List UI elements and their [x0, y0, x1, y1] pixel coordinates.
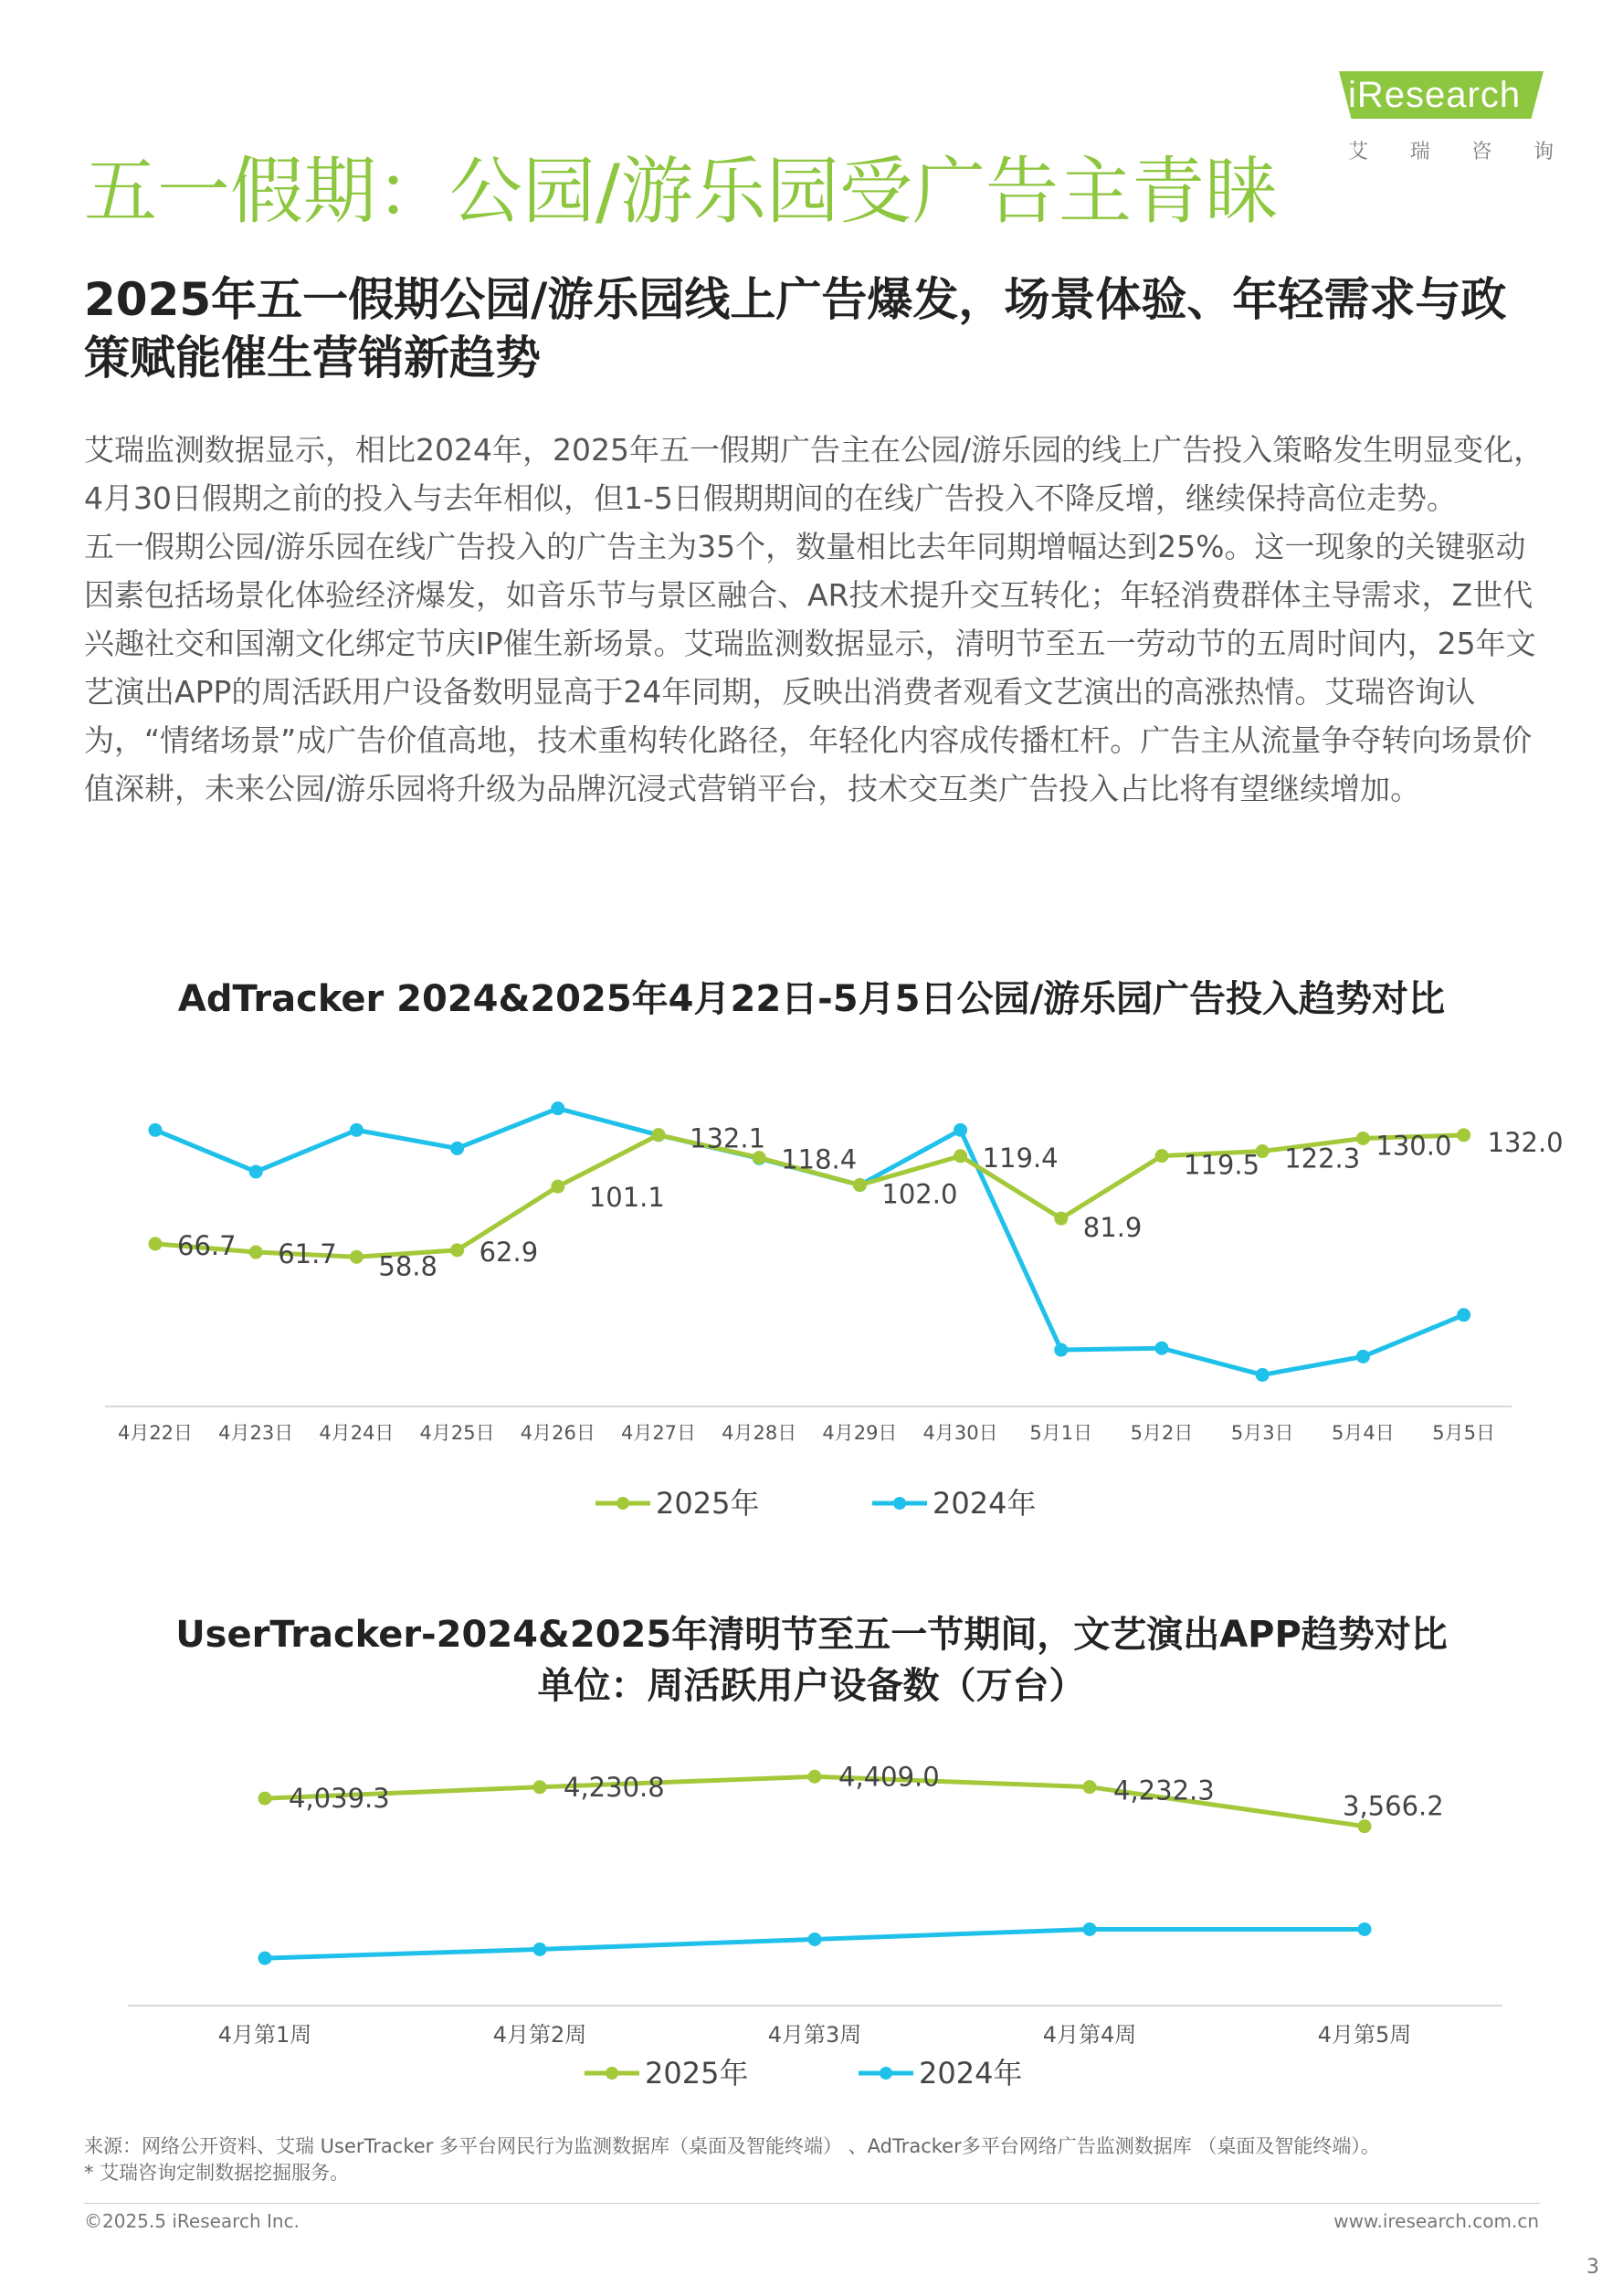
data-point-0 — [249, 1246, 263, 1259]
data-label: 101.1 — [588, 1182, 665, 1214]
data-point-1 — [533, 1943, 547, 1956]
legend-label: 2024年 — [933, 1486, 1037, 1521]
data-point-1 — [450, 1142, 464, 1155]
data-point-1 — [1054, 1343, 1068, 1357]
data-point-0 — [1054, 1212, 1068, 1226]
data-label: 3,566.2 — [1343, 1790, 1444, 1822]
legend-marker-1 — [880, 2067, 892, 2080]
copyright: ©2025.5 iResearch Inc. — [84, 2210, 300, 2232]
data-label: 122.3 — [1284, 1143, 1361, 1174]
x-tick-label: 5月1日 — [1029, 1422, 1093, 1444]
source-line-1: 来源：网络公开资料、艾瑞 UserTracker 多平台网民行为监测数据库（桌面及智能终端） 、AdTracker多平台网络广告监测数据库 （桌面及智能终端）。 — [84, 2135, 1380, 2157]
legend-label: 2024年 — [919, 2056, 1023, 2091]
data-point-1 — [258, 1952, 272, 1965]
legend-marker-0 — [606, 2067, 618, 2080]
data-label: 118.4 — [781, 1143, 858, 1175]
x-tick-label: 4月第4周 — [1042, 2022, 1137, 2048]
data-point-1 — [1256, 1368, 1270, 1382]
x-tick-label: 5月2日 — [1130, 1422, 1194, 1444]
data-label: 4,039.3 — [289, 1783, 390, 1815]
page-subtitle: 2025年五一假期公园/游乐园线上广告爆发，场景体验、年轻需求与政策赋能催生营销新趋势 — [84, 273, 1507, 384]
page-number: 3 — [1586, 2256, 1599, 2279]
data-point-0 — [1457, 1128, 1470, 1142]
chart1-title: AdTracker 2024&2025年4月22日-5月5日公园/游乐园广告投入趋势对比 — [177, 978, 1446, 1020]
data-label: 58.8 — [378, 1250, 437, 1282]
x-tick-label: 4月第5周 — [1317, 2022, 1412, 2048]
data-point-0 — [551, 1180, 564, 1194]
x-tick-label: 4月26日 — [520, 1422, 595, 1444]
source-line-2: * 艾瑞咨询定制数据挖掘服务。 — [84, 2162, 350, 2184]
data-point-1 — [149, 1123, 163, 1137]
x-tick-label: 4月23日 — [218, 1422, 294, 1444]
chart2-subtitle: 单位：周活跃用户设备数（万台） — [537, 1665, 1086, 1707]
iresearch-logo — [1339, 60, 1567, 170]
logo-sub-char: 瑞 — [1409, 141, 1430, 163]
data-point-0 — [808, 1770, 822, 1784]
x-tick-label: 4月27日 — [620, 1422, 697, 1444]
footer-divider — [84, 2203, 1540, 2204]
data-point-0 — [533, 1780, 547, 1794]
data-label: 132.1 — [690, 1122, 766, 1154]
data-label: 66.7 — [177, 1229, 237, 1261]
x-tick-label: 4月29日 — [822, 1422, 898, 1444]
data-point-1 — [954, 1123, 967, 1137]
legend-marker-1 — [893, 1497, 906, 1510]
data-label: 119.5 — [1184, 1149, 1260, 1181]
logo-sub-char: 咨 — [1471, 141, 1492, 163]
x-tick-label: 4月第1周 — [217, 2022, 312, 2048]
data-point-0 — [450, 1243, 464, 1257]
data-point-0 — [350, 1250, 364, 1264]
data-label: 4,409.0 — [838, 1761, 940, 1793]
x-tick-label: 4月第3周 — [767, 2022, 862, 2048]
data-point-0 — [853, 1178, 867, 1192]
data-point-1 — [249, 1164, 263, 1178]
data-point-1 — [551, 1101, 564, 1115]
data-label: 132.0 — [1487, 1126, 1564, 1158]
logo-text: iResearch — [1348, 75, 1522, 115]
data-point-0 — [258, 1792, 272, 1806]
legend-label: 2025年 — [656, 1486, 760, 1521]
data-point-1 — [1457, 1308, 1470, 1322]
chart2-title: UserTracker-2024&2025年清明节至五一节期间，文艺演出APP趋势对比 — [175, 1614, 1448, 1656]
data-point-0 — [149, 1237, 163, 1250]
data-label: 119.4 — [982, 1142, 1059, 1174]
data-point-1 — [808, 1933, 822, 1946]
chart2-plot — [0, 1735, 1623, 2119]
legend-marker-0 — [617, 1497, 629, 1510]
data-point-0 — [1083, 1780, 1097, 1794]
data-point-1 — [1356, 1350, 1370, 1364]
x-tick-label: 4月30日 — [922, 1422, 998, 1444]
data-label: 62.9 — [479, 1236, 539, 1268]
x-tick-label: 4月25日 — [419, 1422, 495, 1444]
data-label: 4,232.3 — [1113, 1775, 1215, 1806]
x-tick-label: 4月28日 — [722, 1422, 797, 1444]
chart1-plot — [0, 1032, 1623, 1553]
x-tick-label: 4月第2周 — [492, 2022, 587, 2048]
data-point-0 — [1155, 1149, 1169, 1163]
logo-subtitle — [1348, 141, 1554, 164]
legend-label: 2025年 — [645, 2056, 749, 2091]
data-point-0 — [652, 1128, 666, 1142]
data-point-1 — [350, 1123, 364, 1137]
data-point-1 — [1155, 1342, 1169, 1355]
data-label: 130.0 — [1375, 1130, 1452, 1162]
data-point-1 — [1083, 1922, 1097, 1936]
body-paragraph-1: 艾瑞监测数据显示，相比2024年，2025年五一假期广告主在公园/游乐园的线上广告投入策略发生明显变化，4月30日假期之前的投入与去年相似，但1-5日假期期间的在线广告投入不降反增，继续保持高位走势。 — [84, 432, 1544, 516]
data-label: 61.7 — [278, 1238, 337, 1270]
data-label: 81.9 — [1082, 1212, 1143, 1244]
x-tick-label: 5月3日 — [1230, 1422, 1294, 1444]
page-title: 五一假期：公园/游乐园受广告主青睐 — [84, 149, 1278, 234]
data-label: 4,230.8 — [564, 1771, 665, 1803]
data-label: 102.0 — [881, 1178, 958, 1210]
logo-sub-char: 艾 — [1348, 141, 1369, 163]
source-note — [84, 2133, 1582, 2186]
x-tick-label: 5月4日 — [1332, 1422, 1395, 1444]
x-tick-label: 4月22日 — [117, 1422, 194, 1444]
logo-sub-char: 询 — [1533, 141, 1554, 163]
data-point-1 — [1358, 1922, 1372, 1936]
x-tick-label: 5月5日 — [1432, 1422, 1495, 1444]
data-point-0 — [954, 1149, 967, 1163]
website: www.iresearch.com.cn — [1333, 2210, 1539, 2232]
body-text — [84, 426, 1554, 813]
x-tick-label: 4月24日 — [319, 1422, 395, 1444]
body-paragraph-2: 五一假期公园/游乐园在线广告投入的广告主为35个，数量相比去年同期增幅达到25%。这一现象的关键驱动因素包括场景化体验经济爆发，如音乐节与景区融合、AR技术提升交互转化；年轻消费群体主导需求，Z世代兴趣社交和国潮文化绑定节庆IP催生新场景。艾瑞监测数据显示，清明节至五一劳动节的五周时间内，25年文艺演出APP的周活跃用户设备数明显高于24年同期，反映出消费者观看文艺演出的高涨热情。艾瑞咨询认为，“情绪场景”成广告价值高地，技术重构转化路径，年轻化内容成传播杠杆。广告主从流量争夺转向场景价值深耕，未来公园/游乐园将升级为品牌沉浸式营销平台，技术交互类广告投入占比将有望继续增加。 — [84, 529, 1536, 806]
